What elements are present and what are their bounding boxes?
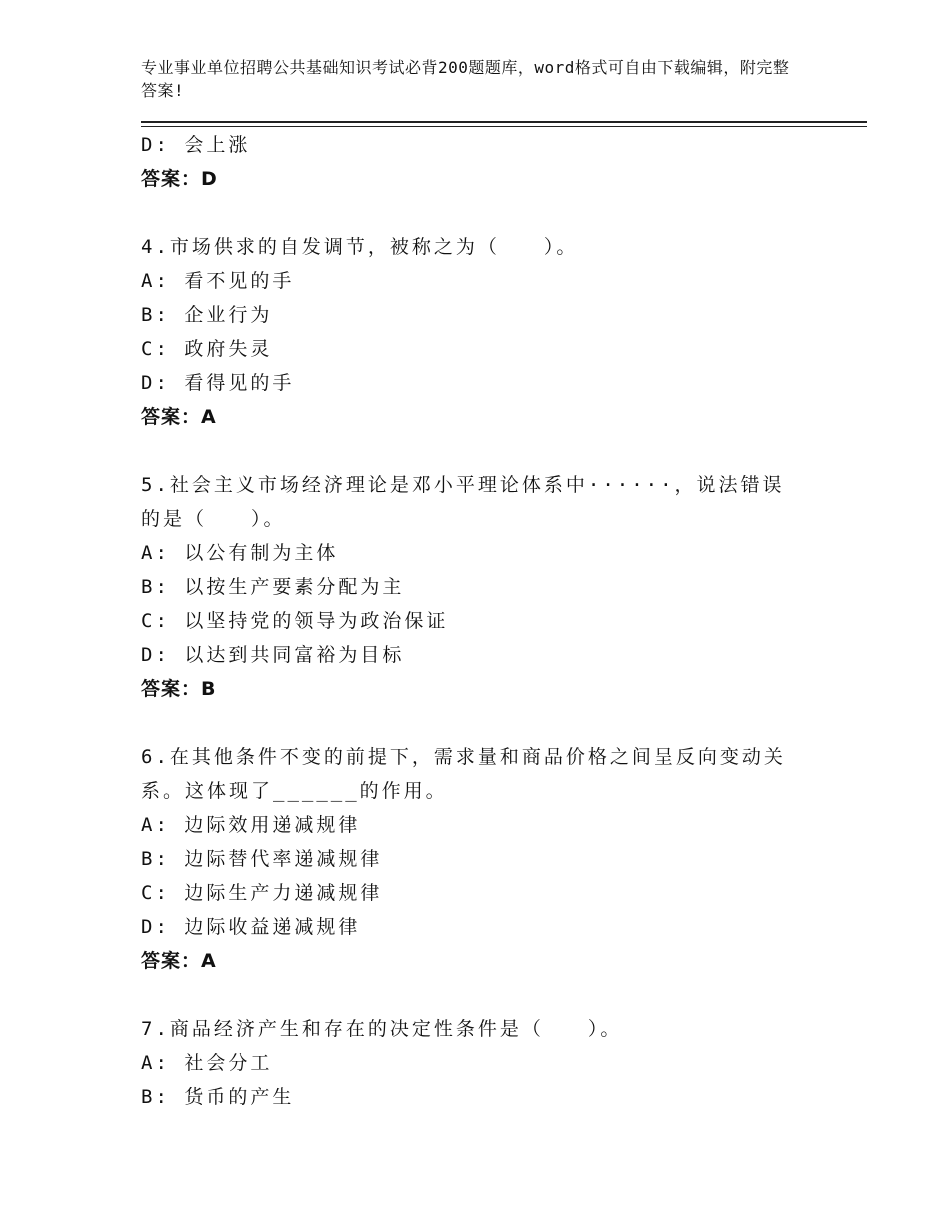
option-a: A: 以公有制为主体 [141,542,339,564]
answer-label: 答案：A [141,406,217,428]
answer-label: 答案：D [141,168,218,190]
question-block [141,468,831,706]
option-a: A: 边际效用递减规律 [141,814,361,836]
question-text: 6.在其他条件不变的前提下，需求量和商品价格之间呈反向变动关系。这体现了______的作用。 [141,746,786,802]
option-b: B: 以按生产要素分配为主 [141,576,405,598]
option-b: B: 企业行为 [141,304,273,326]
option-d: D: 边际收益递减规律 [141,916,361,938]
answer-label: 答案：A [141,950,217,972]
option-a: A: 看不见的手 [141,270,295,292]
option-d: D: 以达到共同富裕为目标 [141,644,405,666]
question-block [141,1012,831,1114]
option-c: C: 边际生产力递减规律 [141,882,383,904]
question-text: 5.社会主义市场经济理论是邓小平理论体系中······，说法错误的是（ ）。 [141,474,785,530]
question-block [141,740,831,978]
option-b: B: 货币的产生 [141,1086,295,1108]
option-b: B: 边际替代率递减规律 [141,848,383,870]
question-block [141,230,831,434]
header-divider [141,121,867,127]
page-header: 专业事业单位招聘公共基础知识考试必背200题题库，word格式可自由下载编辑，附完整答案! [141,58,790,100]
question-content [141,128,831,1114]
option-d: D: 看得见的手 [141,372,295,394]
option-a: A: 社会分工 [141,1052,273,1074]
option-c: C: 政府失灵 [141,338,273,360]
answer-label: 答案：B [141,678,217,700]
option-d: D: 会上涨 [141,134,251,156]
question-text: 7.商品经济产生和存在的决定性条件是（ ）。 [141,1018,623,1040]
question-text: 4.市场供求的自发调节，被称之为（ ）。 [141,236,579,258]
option-c: C: 以坚持党的领导为政治保证 [141,610,449,632]
